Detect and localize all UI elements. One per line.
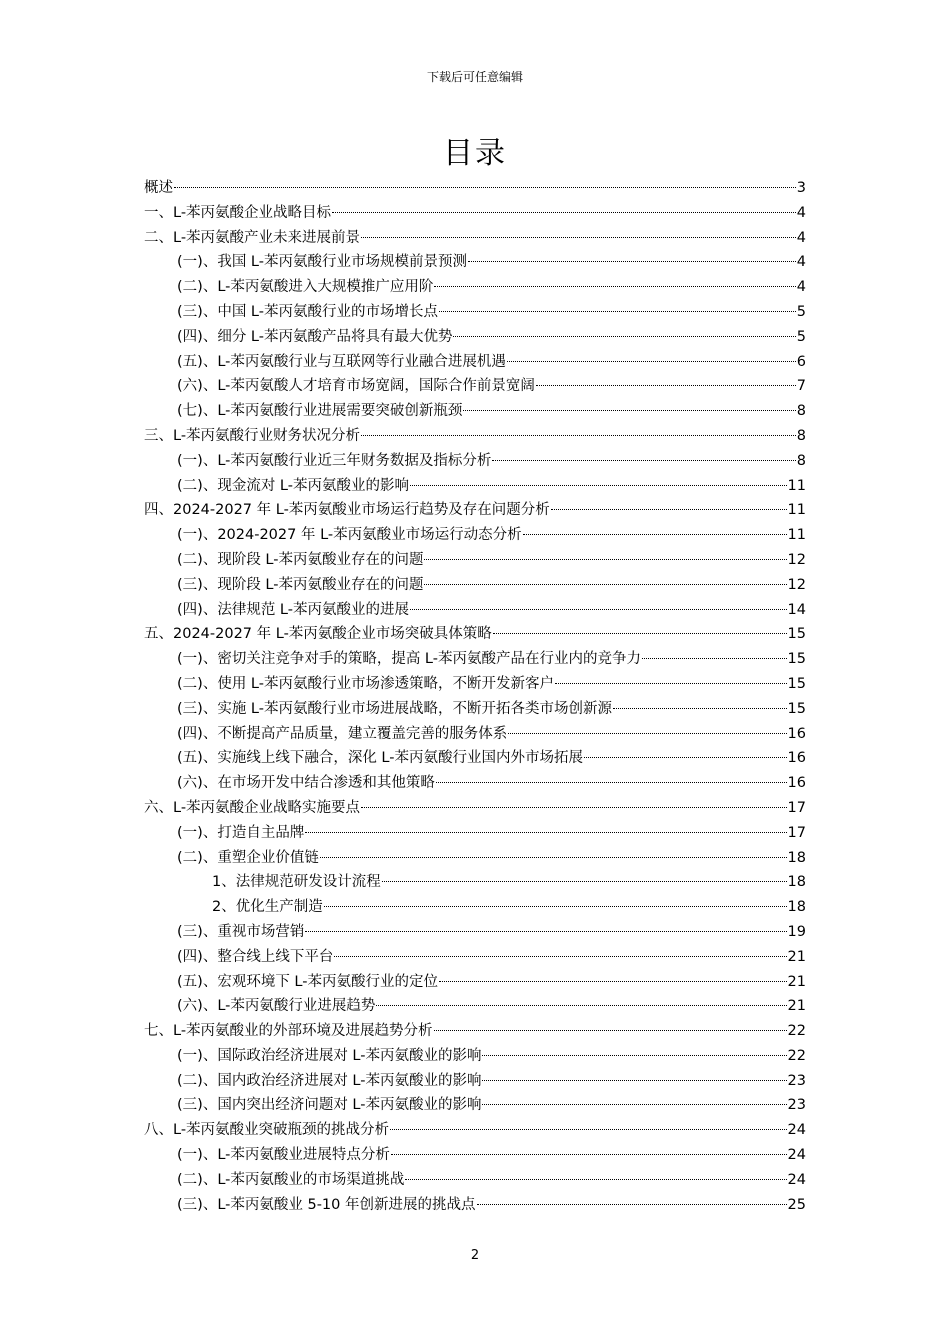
toc-entry[interactable]: [144, 226, 806, 251]
toc-leader-dots: [410, 485, 787, 486]
toc-entry-page: 12: [787, 576, 806, 593]
toc-entry-title: (四)、法律规范 L-苯丙氨酸业的进展: [177, 601, 409, 618]
toc-entry-page: 24: [787, 1171, 806, 1188]
toc-leader-dots: [536, 385, 796, 386]
toc-leader-dots: [493, 633, 787, 634]
toc-entry[interactable]: [144, 970, 806, 995]
toc-entry-page: 22: [787, 1047, 806, 1064]
toc-entry[interactable]: [144, 697, 806, 722]
toc-entry-title: (二)、重塑企业价值链: [177, 849, 319, 866]
toc-leader-dots: [410, 609, 787, 610]
toc-leader-dots: [361, 435, 796, 436]
toc-entry-page: 11: [787, 502, 806, 519]
toc-entry-title: (六)、L-苯丙氨酸行业进展趋势: [177, 998, 376, 1015]
toc-entry-title: (五)、实施线上线下融合，深化 L-苯丙氨酸行业国内外市场拓展: [177, 750, 583, 767]
toc-entry[interactable]: [144, 201, 806, 226]
toc-entry[interactable]: [144, 771, 806, 796]
toc-entry-title: (七)、L-苯丙氨酸行业进展需要突破创新瓶颈: [177, 403, 463, 420]
toc-entry-title: (三)、国内突出经济问题对 L-苯丙氨酸业的影响: [177, 1097, 482, 1114]
toc-leader-dots: [492, 460, 795, 461]
toc-entry-page: 15: [787, 675, 806, 692]
toc-entry[interactable]: [144, 598, 806, 623]
toc-entry[interactable]: [144, 275, 806, 300]
toc-entry-page: 23: [787, 1072, 806, 1089]
toc-leader-dots: [453, 336, 795, 337]
toc-entry-page: 18: [787, 899, 806, 916]
toc-entry-page: 21: [787, 948, 806, 965]
toc-entry-title: (二)、L-苯丙氨酸进入大规模推广应用阶: [177, 279, 434, 296]
toc-entry-title: 2、优化生产制造: [212, 899, 323, 916]
toc-leader-dots: [174, 187, 796, 188]
toc-entry[interactable]: [144, 449, 806, 474]
toc-entry[interactable]: [144, 796, 806, 821]
toc-entry[interactable]: [144, 1118, 806, 1143]
toc-entry-page: 25: [787, 1196, 806, 1213]
toc-entry[interactable]: [144, 1193, 806, 1218]
toc-entry-title: (二)、L-苯丙氨酸业的市场渠道挑战: [177, 1171, 405, 1188]
toc-entry[interactable]: [144, 176, 806, 201]
toc-entry[interactable]: [144, 821, 806, 846]
toc-entry[interactable]: [144, 523, 806, 548]
toc-entry-title: 七、L-苯丙氨酸业的外部环境及进展趋势分析: [144, 1023, 433, 1040]
toc-entry[interactable]: [144, 1143, 806, 1168]
toc-entry-title: (六)、L-苯丙氨酸人才培育市场宽阔，国际合作前景宽阔: [177, 378, 535, 395]
toc-entry-title: 1、法律规范研发设计流程: [212, 874, 381, 891]
toc-entry-page: 16: [787, 725, 806, 742]
toc-entry-title: (四)、整合线上线下平台: [177, 948, 334, 965]
toc-entry-page: 15: [787, 700, 806, 717]
toc-leader-dots: [391, 1154, 787, 1155]
toc-entry[interactable]: [144, 647, 806, 672]
toc-entry-title: (一)、L-苯丙氨酸业进展特点分析: [177, 1147, 390, 1164]
toc-entry-page: 24: [787, 1122, 806, 1139]
toc-entry[interactable]: [144, 1019, 806, 1044]
toc-entry-page: 24: [787, 1147, 806, 1164]
toc-entry-page: 5: [796, 303, 806, 320]
toc-leader-dots: [613, 708, 787, 709]
toc-entry-page: 18: [787, 874, 806, 891]
toc-entry[interactable]: [144, 399, 806, 424]
toc-entry-title: (一)、打造自主品牌: [177, 824, 305, 841]
toc-entry-title: (三)、中国 L-苯丙氨酸行业的市场增长点: [177, 303, 438, 320]
toc-entry-page: 7: [796, 378, 806, 395]
toc-leader-dots: [507, 361, 796, 362]
toc-leader-dots: [405, 1179, 786, 1180]
toc-leader-dots: [555, 683, 787, 684]
toc-entry[interactable]: [144, 994, 806, 1019]
toc-entry-page: 23: [787, 1097, 806, 1114]
toc-leader-dots: [482, 1055, 786, 1056]
toc-entry-page: 21: [787, 973, 806, 990]
toc-entry-page: 8: [796, 452, 806, 469]
toc-entry-title: (二)、使用 L-苯丙氨酸行业市场渗透策略，不断开发新客户: [177, 675, 554, 692]
toc-leader-dots: [482, 1080, 786, 1081]
toc-entry[interactable]: [144, 374, 806, 399]
table-of-contents: [144, 176, 806, 1217]
toc-leader-dots: [551, 509, 787, 510]
toc-entry[interactable]: [144, 622, 806, 647]
toc-entry-page: 22: [787, 1023, 806, 1040]
toc-entry-title: (一)、密切关注竞争对手的策略，提高 L-苯丙氨酸产品在行业内的竞争力: [177, 651, 641, 668]
toc-entry[interactable]: [144, 350, 806, 375]
toc-leader-dots: [320, 857, 787, 858]
toc-entry[interactable]: [144, 1093, 806, 1118]
toc-entry-page: 4: [796, 229, 806, 246]
toc-entry[interactable]: [144, 895, 806, 920]
toc-entry-page: 4: [796, 279, 806, 296]
toc-leader-dots: [361, 237, 796, 238]
toc-entry[interactable]: [144, 672, 806, 697]
toc-entry[interactable]: [144, 1044, 806, 1069]
toc-entry-page: 21: [787, 998, 806, 1015]
toc-entry-page: 11: [787, 477, 806, 494]
toc-entry[interactable]: [144, 498, 806, 523]
toc-leader-dots: [584, 757, 787, 758]
toc-leader-dots: [361, 807, 786, 808]
toc-leader-dots: [523, 534, 787, 535]
toc-leader-dots: [439, 981, 787, 982]
toc-leader-dots: [424, 584, 786, 585]
toc-entry[interactable]: [144, 1168, 806, 1193]
toc-leader-dots: [390, 1129, 786, 1130]
toc-leader-dots: [376, 1005, 786, 1006]
toc-leader-dots: [332, 212, 796, 213]
toc-entry-title: (三)、现阶段 L-苯丙氨酸业存在的问题: [177, 576, 424, 593]
toc-entry-page: 8: [796, 403, 806, 420]
toc-entry-page: 15: [787, 626, 806, 643]
toc-leader-dots: [477, 1204, 787, 1205]
toc-entry[interactable]: [144, 300, 806, 325]
toc-leader-dots: [463, 410, 795, 411]
toc-entry[interactable]: [144, 846, 806, 871]
toc-entry-page: 14: [787, 601, 806, 618]
toc-entry-page: 17: [787, 824, 806, 841]
toc-entry-page: 4: [796, 254, 806, 271]
toc-entry-title: (二)、国内政治经济进展对 L-苯丙氨酸业的影响: [177, 1072, 482, 1089]
toc-entry-page: 17: [787, 799, 806, 816]
toc-leader-dots: [482, 1104, 786, 1105]
page-number: 2: [470, 1248, 480, 1263]
toc-leader-dots: [424, 559, 786, 560]
toc-entry-title: 八、L-苯丙氨酸业突破瓶颈的挑战分析: [144, 1122, 390, 1139]
toc-leader-dots: [508, 733, 786, 734]
toc-entry[interactable]: [144, 424, 806, 449]
toc-entry-title: 概述: [144, 180, 173, 196]
toc-entry-page: 8: [796, 427, 806, 444]
toc-leader-dots: [434, 1030, 787, 1031]
toc-leader-dots: [642, 658, 787, 659]
toc-entry[interactable]: [144, 945, 806, 970]
toc-entry-title: (三)、实施 L-苯丙氨酸行业市场进展战略，不断开拓各类市场创新源: [177, 700, 612, 717]
toc-entry-page: 11: [787, 527, 806, 544]
toc-entry[interactable]: [144, 548, 806, 573]
toc-entry-page: 4: [796, 204, 806, 221]
toc-entry-title: (四)、不断提高产品质量，建立覆盖完善的服务体系: [177, 725, 508, 742]
toc-entry-title: (三)、重视市场营销: [177, 923, 305, 940]
toc-entry-title: (一)、我国 L-苯丙氨酸行业市场规模前景预测: [177, 254, 467, 271]
toc-entry-title: 一、L-苯丙氨酸企业战略目标: [144, 204, 332, 221]
toc-entry-title: 五、2024-2027 年 L-苯丙氨酸企业市场突破具体策略: [144, 626, 492, 643]
toc-entry-title: (五)、宏观环境下 L-苯丙氨酸行业的定位: [177, 973, 438, 990]
toc-entry[interactable]: [144, 325, 806, 350]
toc-entry-page: 16: [787, 750, 806, 767]
toc-entry-page: 3: [796, 180, 806, 196]
toc-entry[interactable]: [144, 920, 806, 945]
toc-leader-dots: [434, 286, 795, 287]
toc-leader-dots: [334, 956, 786, 957]
toc-leader-dots: [382, 881, 787, 882]
toc-leader-dots: [324, 906, 787, 907]
toc-leader-dots: [305, 832, 786, 833]
toc-entry-title: (一)、2024-2027 年 L-苯丙氨酸业市场运行动态分析: [177, 527, 522, 544]
toc-entry-page: 16: [787, 775, 806, 792]
toc-entry-page: 5: [796, 328, 806, 345]
toc-leader-dots: [468, 261, 796, 262]
toc-entry-title: (一)、国际政治经济进展对 L-苯丙氨酸业的影响: [177, 1047, 482, 1064]
toc-leader-dots: [305, 931, 786, 932]
toc-entry-page: 12: [787, 551, 806, 568]
toc-entry[interactable]: [144, 474, 806, 499]
header-note: 下载后可任意编辑: [426, 70, 523, 84]
toc-leader-dots: [436, 782, 787, 783]
toc-entry[interactable]: [144, 250, 806, 275]
toc-entry[interactable]: [144, 1069, 806, 1094]
toc-entry-page: 15: [787, 651, 806, 668]
toc-entry-title: (五)、L-苯丙氨酸行业与互联网等行业融合进展机遇: [177, 353, 506, 370]
toc-entry-title: (一)、L-苯丙氨酸行业近三年财务数据及指标分析: [177, 452, 492, 469]
toc-entry[interactable]: [144, 870, 806, 895]
toc-entry[interactable]: [144, 722, 806, 747]
toc-entry[interactable]: [144, 573, 806, 598]
toc-entry-title: (四)、细分 L-苯丙氨酸产品将具有最大优势: [177, 328, 453, 345]
toc-entry-title: (二)、现阶段 L-苯丙氨酸业存在的问题: [177, 551, 424, 568]
toc-entry-title: (六)、在市场开发中结合渗透和其他策略: [177, 775, 435, 792]
toc-entry-title: 六、L-苯丙氨酸企业战略实施要点: [144, 799, 361, 816]
toc-leader-dots: [439, 311, 796, 312]
toc-entry-title: (三)、L-苯丙氨酸业 5-10 年创新进展的挑战点: [177, 1196, 476, 1213]
toc-entry-page: 6: [796, 353, 806, 370]
page-title: 目录: [443, 136, 507, 171]
toc-entry-title: 二、L-苯丙氨酸产业未来进展前景: [144, 229, 361, 246]
toc-entry-title: (二)、现金流对 L-苯丙氨酸业的影响: [177, 477, 409, 494]
toc-entry-title: 四、2024-2027 年 L-苯丙氨酸业市场运行趋势及存在问题分析: [144, 502, 550, 519]
toc-entry-page: 19: [787, 923, 806, 940]
toc-entry-page: 18: [787, 849, 806, 866]
toc-entry-title: 三、L-苯丙氨酸行业财务状况分析: [144, 427, 361, 444]
toc-entry[interactable]: [144, 746, 806, 771]
